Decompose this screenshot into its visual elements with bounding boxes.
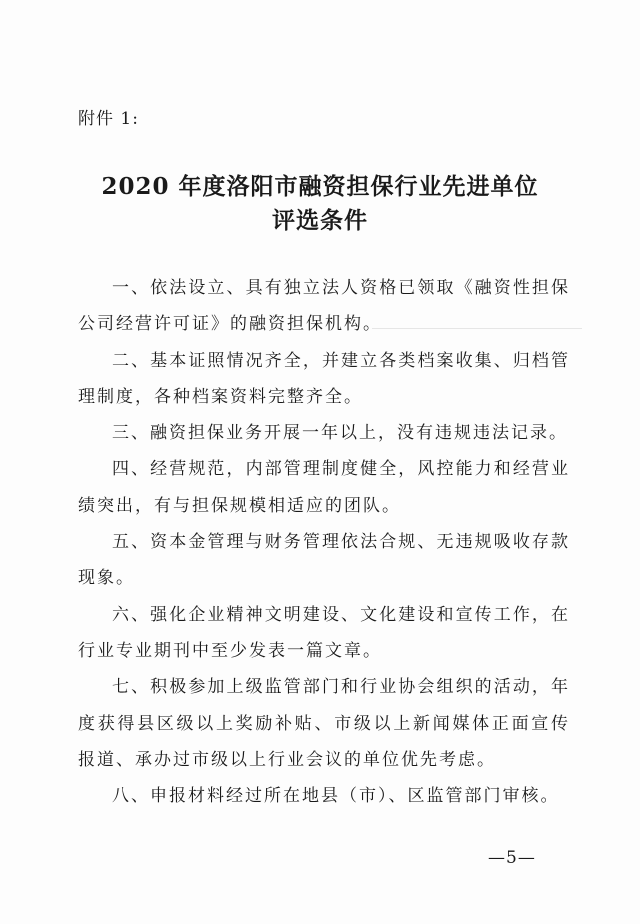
criteria-item-3: 三、融资担保业务开展一年以上，没有违规违法记录。 (112, 423, 568, 444)
criteria-item-6: 六、强化企业精神文明建设、文化建设和宣传工作，在行业专业期刊中至少发表一篇文章。 (78, 604, 570, 661)
attachment-label: 附件 1: (78, 109, 139, 129)
criteria-item-5: 五、资本金管理与财务管理依法合规、无违规吸收存款现象。 (78, 532, 570, 589)
page-number: —5— (488, 848, 536, 868)
criteria-item-1: 一、依法设立、具有独立法人资格已领取《融资性担保公司经营许可证》的融资担保机构。 (78, 278, 570, 335)
criteria-list (78, 270, 570, 814)
criteria-item-8: 八、申报材料经过所在地县（市）、区监管部门审核。 (112, 786, 560, 807)
criteria-item-4: 四、经营规范，内部管理制度健全，风控能力和经营业绩突出，有与担保规模相适应的团队。 (78, 459, 570, 516)
document-title-line-1: 2020 年度洛阳市融资担保行业先进单位 (101, 173, 539, 200)
criteria-item-2: 二、基本证照情况齐全，并建立各类档案收集、归档管理制度，各种档案资料完整齐全。 (78, 350, 570, 407)
criteria-item-7: 七、积极参加上级监管部门和行业协会组织的活动，年度获得县区级以上奖励补贴、市级以上新闻媒体正面宣传报道、承办过市级以上行业会议的单位优先考虑。 (78, 677, 570, 770)
document-title-line-2: 评选条件 (272, 207, 368, 234)
